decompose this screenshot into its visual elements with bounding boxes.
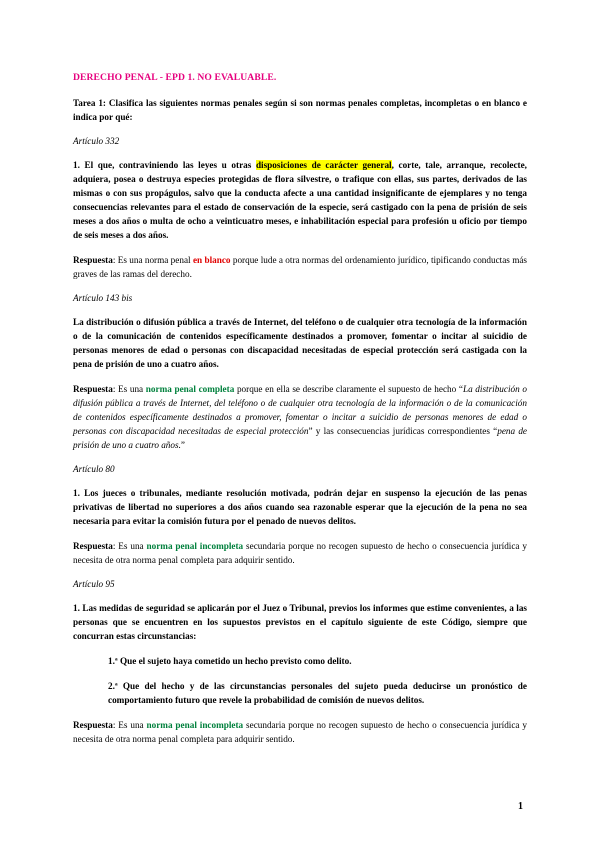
answer-norm-type: en blanco [192, 255, 231, 265]
answer-text-a: : Es una norma penal [112, 255, 193, 265]
answer-text-a: : Es una [112, 541, 147, 551]
article-332-text [73, 158, 527, 242]
answer-quote-1: La distribución o difusión pública a través de Internet, del teléfono o de cualquier otra tecnología de la información o de la comunicación de contenidos específicamente destinados a promover, fomentar o incitar a suicidio de personas menores de edad o personas con discapacidad necesitadas de especial protección [73, 384, 527, 436]
task-text: Clasifica las siguientes normas penales según si son normas penales completas, incompletas o en blanco e indica por qué: [73, 98, 527, 122]
answer-text-b: secundaria porque no recogen supuesto de hecho o consecuencia jurídica y necesita de otra norma penal completa para adquirir sentido. [73, 720, 527, 744]
article-143-bis-answer [73, 382, 527, 452]
answer-label: Respuesta [73, 720, 113, 730]
article-95-circumstance-2: 2.ª Que del hecho y de las circunstancias personales del sujeto pueda deducirse un pronóstico de comportamiento futuro que revele la probabilidad de comisión de nuevos delitos. [108, 681, 527, 705]
answer-norm-type: norma penal incompleta [146, 720, 244, 730]
article-332-heading: Artículo 332 [73, 136, 120, 146]
article-95-text: 1. Las medidas de seguridad se aplicarán por el Juez o Tribunal, previos los informes que estime convenientes, a las personas que se encuentren en los supuestos previstos en el capítulo siguiente de este Código, siempre que concurran estas circunstancias: [73, 603, 527, 641]
answer-norm-type: norma penal completa [145, 384, 235, 394]
answer-text-d: ” [180, 440, 185, 450]
answer-label: Respuesta [73, 541, 113, 551]
article-143-bis-text: La distribución o difusión pública a través de Internet, del teléfono o de cualquier otra tecnología de la información o de la comunicación de contenidos específicamente destinados a promover, fomentar o incitar al suicidio de personas menores de edad o personas con discapacidad necesitadas de especial protección será castigada con la pena de prisión de uno a cuatro años. [73, 317, 527, 369]
page-number: 1 [518, 801, 523, 812]
article-80-answer [73, 539, 527, 567]
article-95-answer [73, 718, 527, 746]
article-332-text-b: , corte, tale, arranque, recolecte, adquiera, posea o destruya especies protegidas de flora silvestre, o trafique con ellas, sus partes, derivados de las mismas o con sus propágulos, salvo que la conducta afecte a una cantidad insignificante de ejemplares y no tenga consecuencias relevantes para el estado de conservación de la especie, será castigado con la pena de prisión de seis meses a dos años o multa de ocho a veinticuatro meses, e inhabilitación especial para profesión u oficio por tiempo de seis meses a dos años. [73, 160, 527, 240]
article-332-text-a: 1. El que, contraviniendo las leyes u otras [73, 160, 256, 170]
article-332-answer [73, 253, 527, 281]
task-label: Tarea 1: [73, 98, 106, 108]
answer-text-a: : Es una [112, 720, 147, 730]
article-80-text: 1. Los jueces o tribunales, mediante resolución motivada, podrán dejar en suspenso la ejecución de las penas privativas de libertad no superiores a dos años cuando sea razonable esperar que la ejecución de la pena no sea necesaria para evitar la comisión futura por el penado de nuevos delitos. [73, 488, 527, 526]
article-143-bis-heading: Artículo 143 bis [73, 293, 133, 303]
answer-norm-type: norma penal incompleta [146, 541, 244, 551]
answer-label: Respuesta [73, 384, 113, 394]
document-title: DERECHO PENAL - EPD 1. NO EVALUABLE. [73, 72, 277, 83]
answer-label: Respuesta [73, 255, 113, 265]
answer-text-c: ” y las consecuencias jurídicas correspondientes “ [308, 426, 498, 436]
article-95-circumstance-1: 1.ª Que el sujeto haya cometido un hecho previsto como delito. [108, 656, 352, 666]
answer-text-b: porque en ella se describe claramente el supuesto de hecho “ [234, 384, 463, 394]
article-332-highlight: disposiciones de carácter general [255, 160, 392, 170]
answer-text-b: secundaria porque no recogen supuesto de hecho o consecuencia jurídica y necesita de otra norma penal completa para adquirir sentido. [73, 541, 527, 565]
answer-quote-2: pena de prisión de uno a cuatro años. [73, 426, 527, 450]
answer-text-b: porque lude a otra normas del ordenamiento jurídico, tipificando conductas más graves de las ramas del derecho. [73, 255, 528, 279]
article-95-heading: Artículo 95 [73, 579, 115, 589]
article-80-heading: Artículo 80 [73, 464, 115, 474]
answer-text-a: : Es una [112, 384, 146, 394]
task-statement [73, 96, 527, 124]
